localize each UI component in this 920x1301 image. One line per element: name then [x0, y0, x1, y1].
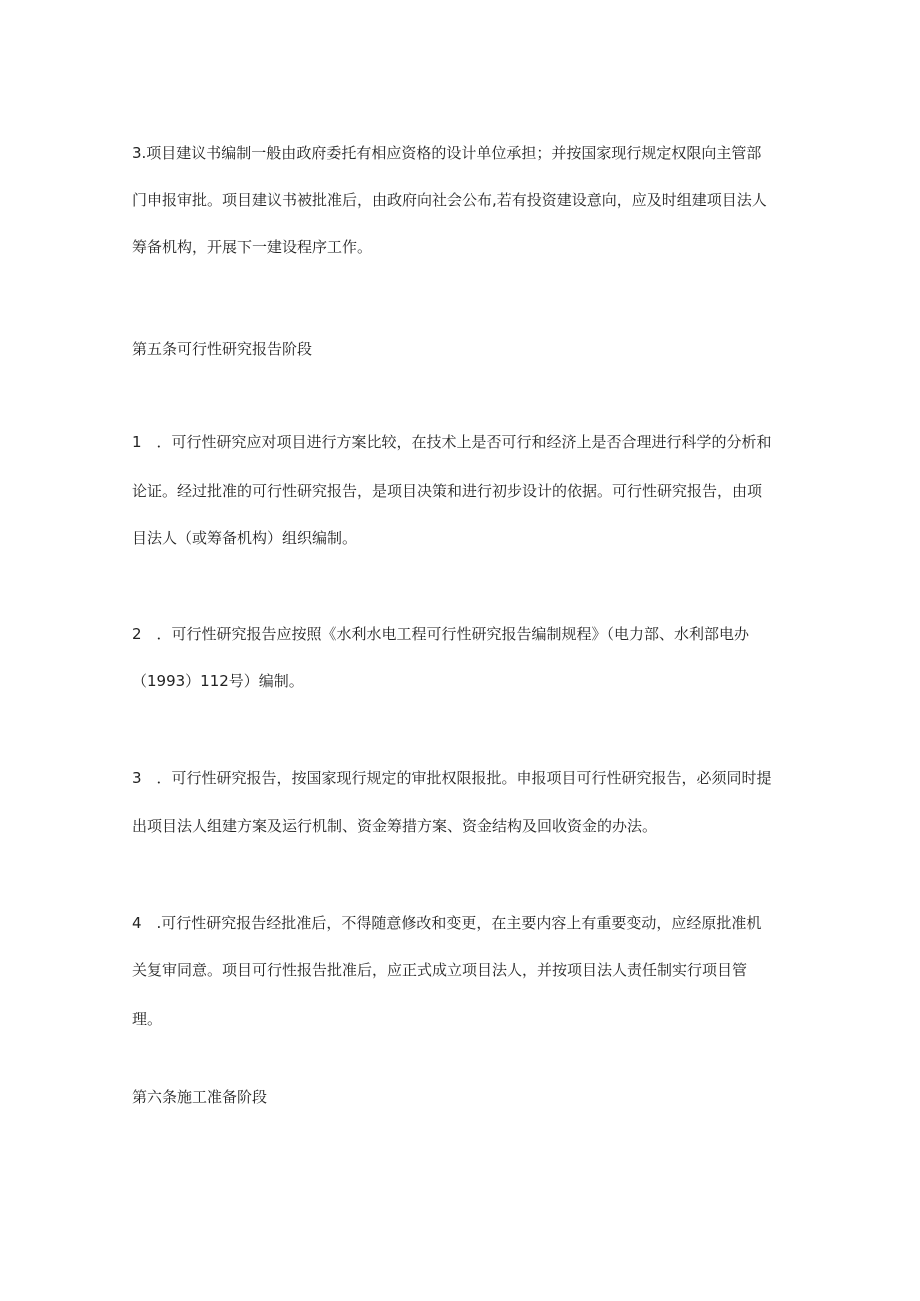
article-5-heading: 第五条可行性研究报告阶段 [132, 340, 313, 358]
article-5-item-4-line-3: 理。 [132, 1010, 163, 1028]
paragraph-item-3-line-3: 筹备机构，开展下一建设程序工作。 [132, 238, 373, 256]
article-5-item-3-line-1: 3 ．可行性研究报告，按国家现行规定的审批权限报批。申报项目可行性研究报告，必须同时提 [132, 769, 772, 787]
article-5-item-4-line-1: 4 .可行性研究报告经批准后，不得随意修改和变更，在主要内容上有重要变动，应经原批准机 [132, 914, 762, 932]
article-5-item-1-line-3: 目法人（或筹备机构）组织编制。 [132, 529, 358, 547]
article-5-item-2-line-1: 2 ．可行性研究报告应按照《水利水电工程可行性研究报告编制规程》（电力部、水利部电办 [132, 625, 750, 643]
article-5-item-1-line-1: 1 ．可行性研究应对项目进行方案比较，在技术上是否可行和经济上是否合理进行科学的分析和 [132, 433, 772, 451]
article-5-item-3-line-2: 出项目法人组建方案及运行机制、资金筹措方案、资金结构及回收资金的办法。 [132, 817, 658, 835]
article-5-item-1-line-2: 论证。经过批准的可行性研究报告，是项目决策和进行初步设计的依据。可行性研究报告，由项 [132, 482, 763, 500]
paragraph-item-3-line-2: 门申报审批。项目建议书被批准后，由政府向社会公布,若有投资建设意向，应及时组建项目法人 [132, 191, 767, 209]
paragraph-item-3-line-1: 3.项目建议书编制一般由政府委托有相应资格的设计单位承担；并按国家现行规定权限向主管部 [132, 144, 762, 162]
article-5-item-2-line-2: （1993）112号）编制。 [132, 672, 304, 690]
article-5-item-4-line-2: 关复审同意。项目可行性报告批准后，应正式成立项目法人，并按项目法人责任制实行项目管 [132, 961, 748, 979]
article-6-heading: 第六条施工准备阶段 [132, 1088, 268, 1106]
